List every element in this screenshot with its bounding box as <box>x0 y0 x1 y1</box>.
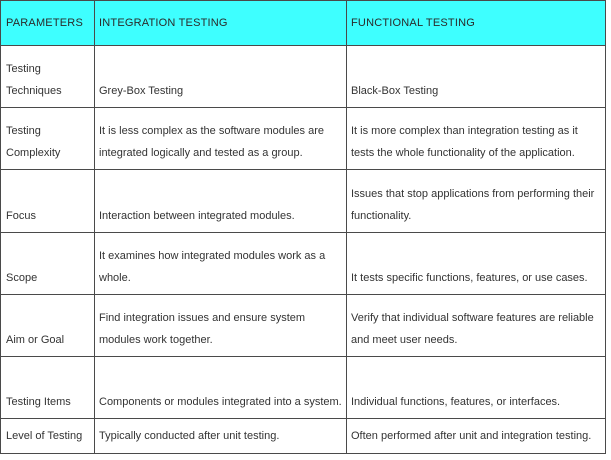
integration-cell: Typically conducted after unit testing. <box>95 419 347 454</box>
parameter-cell: Level of Testing <box>1 419 95 454</box>
parameter-cell: Focus <box>1 170 95 233</box>
table-row <box>1 108 606 170</box>
functional-cell: Issues that stop applications from performing their functionality. <box>347 170 606 233</box>
header-parameters: PARAMETERS <box>1 1 95 46</box>
parameter-cell: Aim or Goal <box>1 295 95 357</box>
header-integration-testing: INTEGRATION TESTING <box>95 1 347 46</box>
integration-cell: It examines how integrated modules work as a whole. <box>95 233 347 295</box>
parameter-cell: Testing Techniques <box>1 46 95 108</box>
functional-cell: Black-Box Testing <box>347 46 606 108</box>
integration-cell: Components or modules integrated into a system. <box>95 357 347 419</box>
integration-cell: Find integration issues and ensure system modules work together. <box>95 295 347 357</box>
table-row <box>1 170 606 233</box>
table-row <box>1 419 606 454</box>
table-row <box>1 46 606 108</box>
header-functional-testing: FUNCTIONAL TESTING <box>347 1 606 46</box>
parameter-cell: Testing Items <box>1 357 95 419</box>
parameter-cell: Testing Complexity <box>1 108 95 170</box>
table-header-row <box>1 1 606 46</box>
table-row <box>1 295 606 357</box>
functional-cell: It is more complex than integration testing as it tests the whole functionality of the application. <box>347 108 606 170</box>
integration-cell: Grey-Box Testing <box>95 46 347 108</box>
table-row <box>1 233 606 295</box>
functional-cell: Individual functions, features, or interfaces. <box>347 357 606 419</box>
functional-cell: Verify that individual software features are reliable and meet user needs. <box>347 295 606 357</box>
integration-cell: It is less complex as the software modules are integrated logically and tested as a group. <box>95 108 347 170</box>
table-row <box>1 357 606 419</box>
integration-cell: Interaction between integrated modules. <box>95 170 347 233</box>
functional-cell: Often performed after unit and integration testing. <box>347 419 606 454</box>
parameter-cell: Scope <box>1 233 95 295</box>
functional-cell: It tests specific functions, features, or use cases. <box>347 233 606 295</box>
